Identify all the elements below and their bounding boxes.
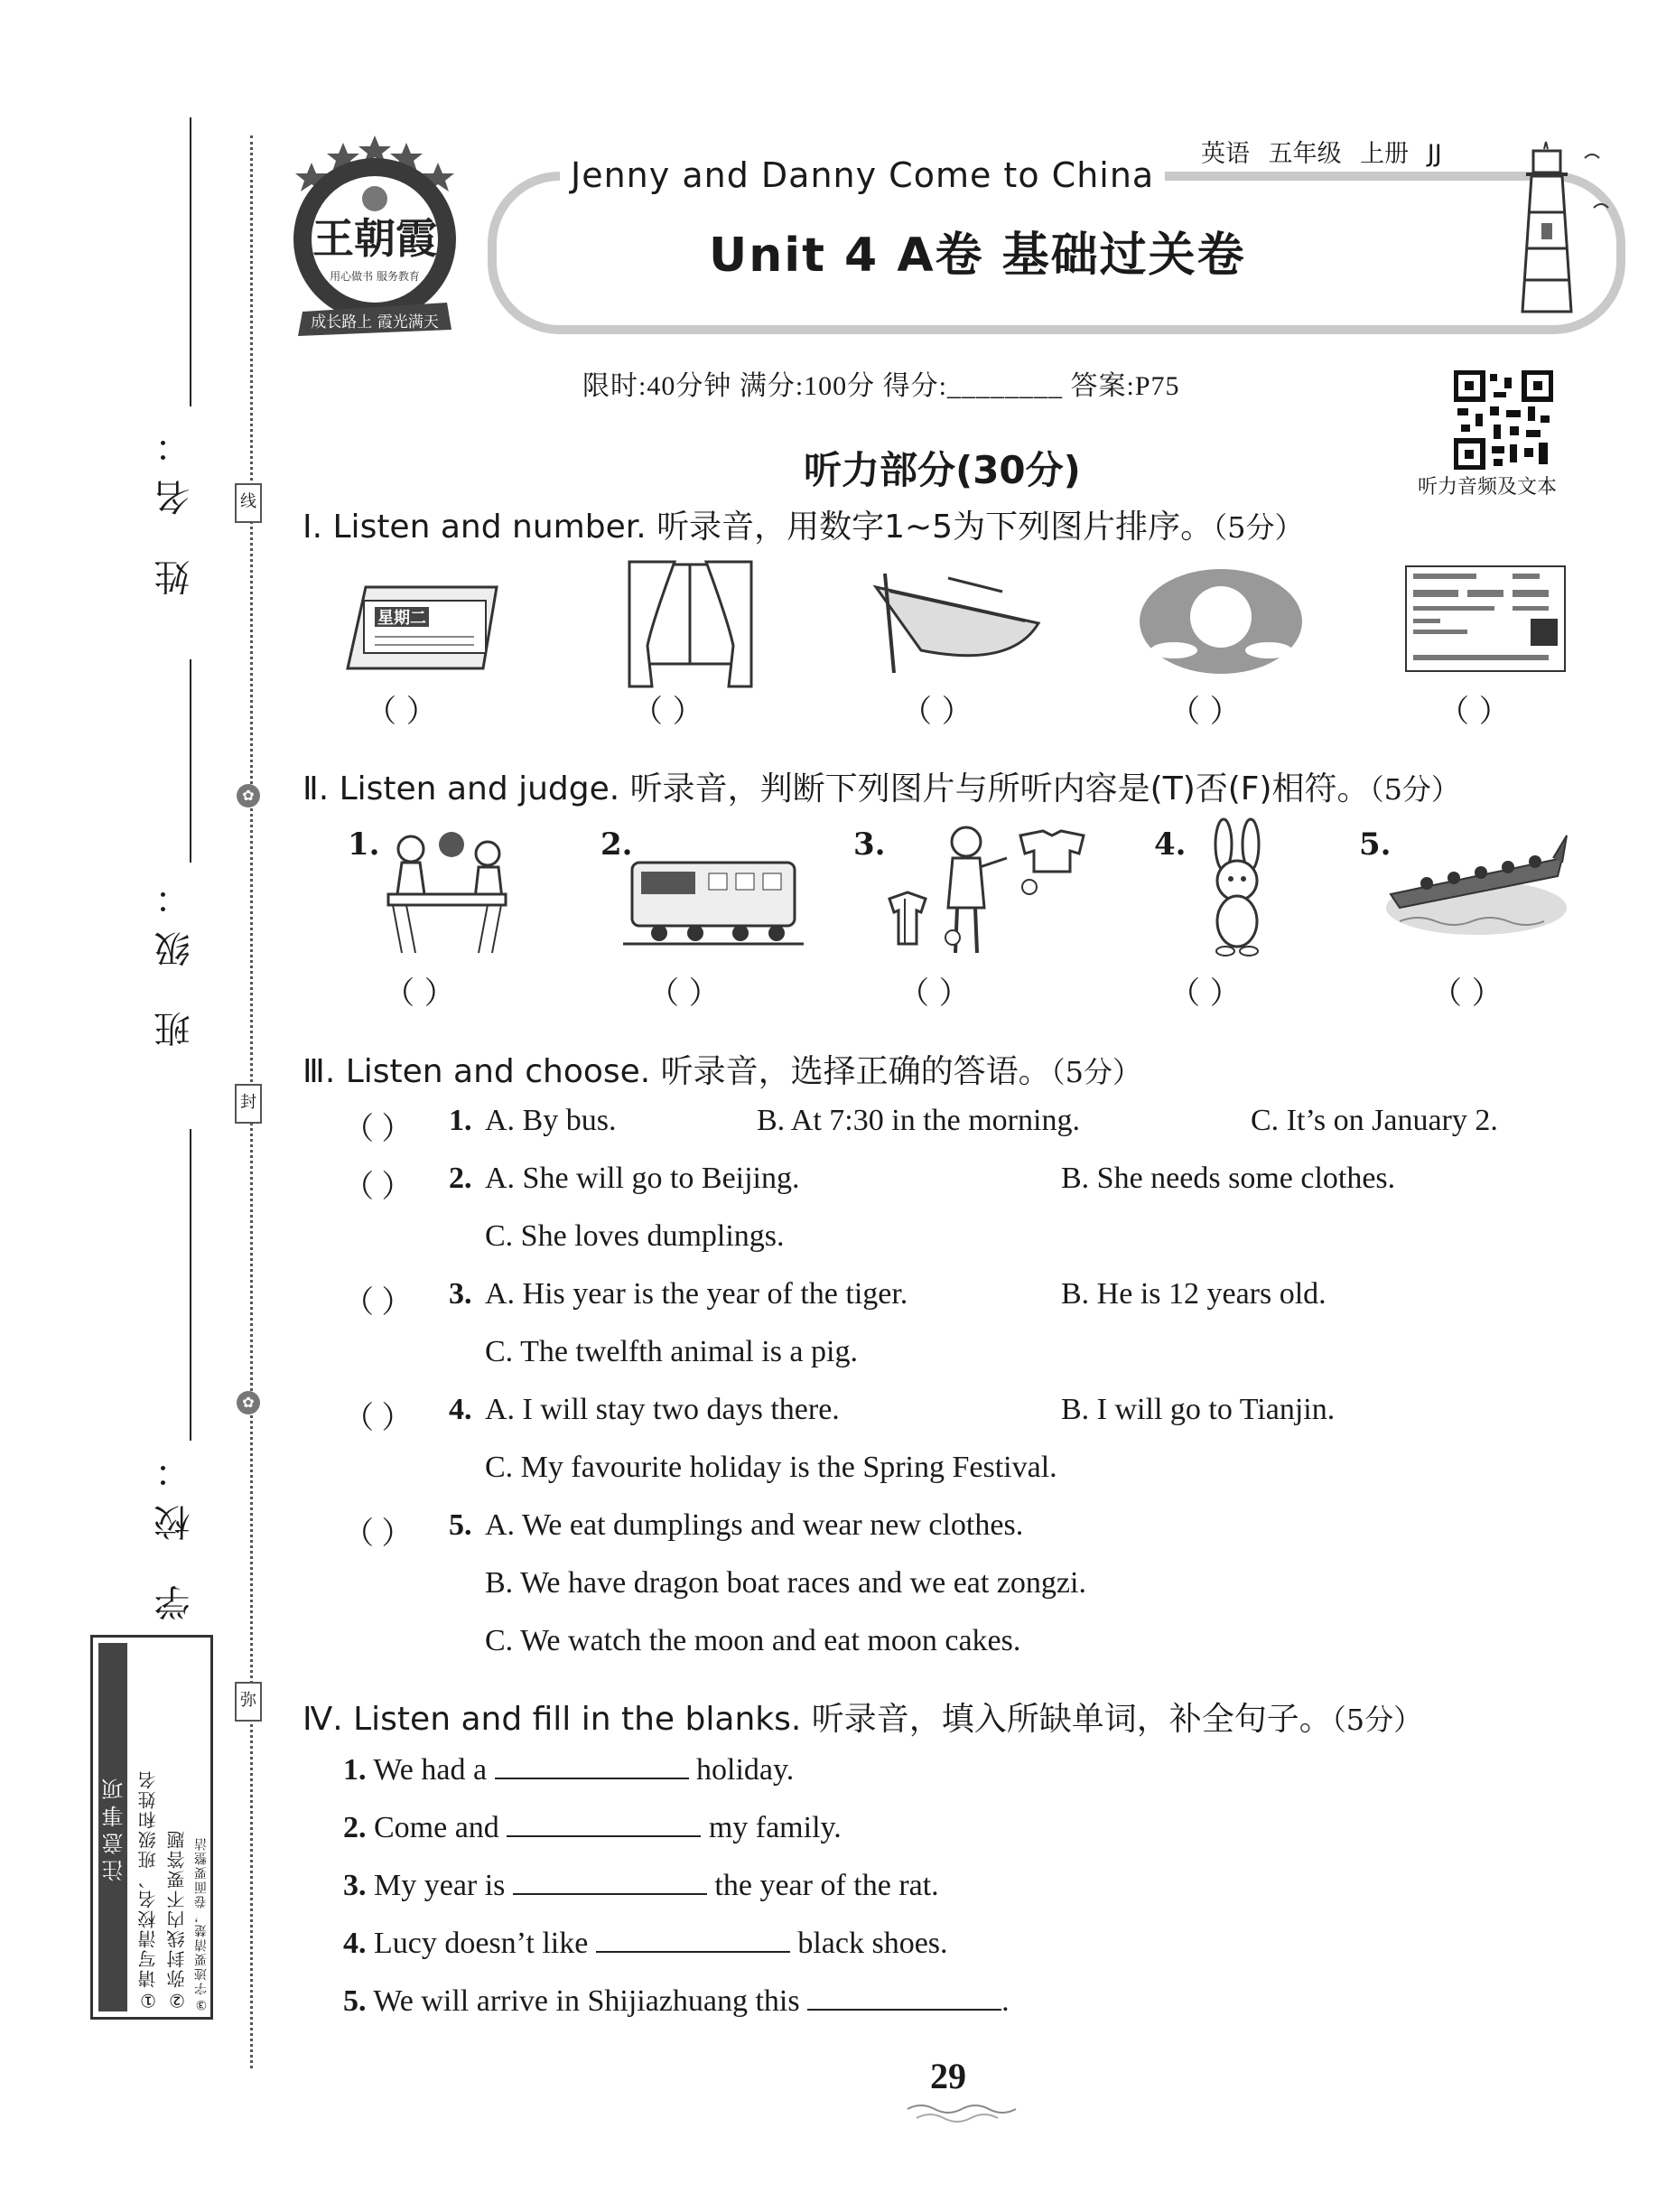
publisher-logo [275, 126, 474, 343]
exam-limits: 限时:40分钟 满分:100分 得分:________ 答案:P75 [582, 371, 1180, 401]
unit-subtitle: Jenny and Danny Come to China [560, 155, 1165, 195]
q3-item-3-paren[interactable]: （ ） [343, 1286, 413, 1320]
q3-item-4-paren[interactable]: （ ） [343, 1402, 413, 1435]
desk-calendar-picture [339, 578, 506, 677]
dragon-boat-race-picture [1382, 822, 1571, 939]
q3-item-5-num: 5. [449, 1508, 472, 1542]
q3-item-2-option-c[interactable]: C. She loves dumplings. [485, 1219, 785, 1253]
q1-answer-4[interactable]: （ ） [1169, 694, 1241, 730]
q3-item-2-paren[interactable]: （ ） [343, 1171, 413, 1204]
q4-title-text: Ⅳ. Listen and fill in the blanks. 听录音，填入所缺单词，补全句子。 [303, 1701, 1332, 1738]
q2-score: （5分） [1369, 772, 1460, 807]
q3-item-1-option-b[interactable]: B. At 7:30 in the morning. [757, 1104, 1080, 1137]
name-field-line[interactable] [190, 117, 191, 406]
seal-seal-tag: 封 [235, 1084, 262, 1124]
q3-item-4-option-c[interactable]: C. My favourite holiday is the Spring Festival. [485, 1451, 1057, 1484]
q3-title-text: Ⅲ. Listen and choose. 听录音，选择正确的答语。 [303, 1053, 1051, 1090]
q1-answer-5[interactable]: （ ） [1438, 694, 1510, 730]
q2-title [303, 763, 1460, 809]
calendar-text: 星期二 [377, 609, 426, 628]
q4-blank-2[interactable] [507, 1808, 701, 1837]
train-picture [623, 845, 804, 953]
moon-night-picture [1138, 567, 1305, 676]
q2-title-text: Ⅱ. Listen and judge. 听录音，判断下列图片与所听内容是(T)否(F)相符。 [303, 770, 1370, 807]
q4-item-5: 5. We will arrive in Shijiazhuang this . [343, 1982, 1010, 2019]
q1-answer-2[interactable]: （ ） [632, 694, 703, 730]
class-label: 班 级： [154, 863, 196, 1048]
q3-item-4-option-b[interactable]: B. I will go to Tianjin. [1061, 1393, 1336, 1426]
lighthouse-icon [1481, 140, 1616, 321]
q2-num-2: 2. [600, 826, 633, 863]
q3-item-4-num: 4. [449, 1393, 472, 1426]
q4-item-3: 3. My year is the year of the rat. [343, 1866, 939, 1903]
q4-blank-3[interactable] [513, 1866, 707, 1895]
grade-info: 英语 五年级 上册 JJ [1201, 140, 1442, 168]
seal-line-tag: 线 [235, 483, 262, 523]
q1-title [303, 501, 1303, 547]
family-dumplings-picture [379, 822, 515, 957]
rabbit-picture [1196, 817, 1278, 957]
window-curtains-picture [625, 560, 756, 691]
q2-num-5: 5. [1359, 826, 1392, 863]
seal-ornament-icon: ✿ [237, 784, 260, 807]
q3-item-3-num: 3. [449, 1277, 472, 1311]
name-label: 姓 名： [154, 411, 196, 596]
q1-title-text: Ⅰ. Listen and number. 听录音，用数字1~5为下列图片排序。 [303, 509, 1214, 546]
q1-score: （5分） [1213, 510, 1304, 545]
q4-score: （5分） [1331, 1703, 1423, 1737]
q4-item-4: 4. Lucy doesn’t like black shoes. [343, 1924, 948, 1961]
q2-num-1: 1. [348, 826, 380, 863]
q4-item-2: 2. Come and my family. [343, 1808, 842, 1845]
unit-title: Unit 4 A卷 基础过关卷 [709, 229, 1246, 283]
notice-item-3: ③字迹要清楚，卷面要整洁 [194, 1836, 209, 2011]
q2-answer-5[interactable]: （ ） [1431, 975, 1503, 1012]
train-ticket-picture [1404, 565, 1567, 673]
q3-item-2-num: 2. [449, 1162, 472, 1195]
q3-item-1-option-c[interactable]: C. It’s on January 2. [1251, 1104, 1498, 1137]
seal-bind-tag: 弥 [235, 1682, 262, 1722]
notice-box [90, 1635, 213, 2020]
qr-label: 听力音频及文本 [1418, 475, 1558, 498]
q3-item-5-paren[interactable]: （ ） [343, 1517, 413, 1551]
q3-item-4-option-a[interactable]: A. I will stay two days there. [485, 1393, 840, 1426]
q3-item-5-option-b[interactable]: B. We have dragon boat races and we eat zongzi. [485, 1566, 1086, 1600]
q3-item-1-option-a[interactable]: A. By bus. [485, 1104, 617, 1137]
school-label: 学 校： [154, 1436, 196, 1621]
q2-answer-2[interactable]: （ ） [648, 975, 720, 1012]
q4-title [303, 1694, 1422, 1740]
school-field-line[interactable] [190, 1129, 191, 1441]
q1-answer-1[interactable]: （ ） [366, 694, 437, 730]
q3-item-2-option-b[interactable]: B. She needs some clothes. [1061, 1162, 1396, 1195]
q2-num-4: 4. [1154, 826, 1187, 863]
rowing-boat-picture [867, 569, 1047, 677]
q4-blank-1[interactable] [495, 1750, 689, 1779]
q3-item-1-paren[interactable]: （ ） [343, 1113, 413, 1146]
q3-item-3-option-b[interactable]: B. He is 12 years old. [1061, 1277, 1327, 1311]
q2-num-3: 3. [853, 826, 886, 863]
page-number: 29 [930, 2056, 966, 2096]
q4-blank-4[interactable] [596, 1924, 790, 1953]
q3-item-3-option-c[interactable]: C. The twelfth animal is a pig. [485, 1335, 858, 1368]
notice-item-2: ②弥封线内不要答题 [166, 1829, 188, 2011]
page-wave-ornament [903, 2100, 1020, 2127]
logo-name: 王朝霞 [312, 214, 437, 263]
q3-item-5-option-a[interactable]: A. We eat dumplings and wear new clothes. [485, 1508, 1024, 1542]
q2-answer-4[interactable]: （ ） [1169, 975, 1241, 1012]
q3-item-5-option-c[interactable]: C. We watch the moon and eat moon cakes. [485, 1624, 1021, 1657]
q3-score: （5分） [1050, 1055, 1142, 1089]
qr-code-icon[interactable] [1454, 370, 1553, 470]
notice-item-1: ①请写清校名、班级和姓名 [137, 1769, 159, 2011]
q2-answer-3[interactable]: （ ） [898, 975, 970, 1012]
q3-item-2-option-a[interactable]: A. She will go to Beijing. [485, 1162, 800, 1195]
logo-ribbon: 成长路上 霞光满天 [311, 313, 439, 331]
q4-item-1: 1. We had a holiday. [343, 1750, 794, 1787]
section-title: 听力部分(30分) [804, 448, 1081, 492]
q3-item-3-option-a[interactable]: A. His year is the year of the tiger. [485, 1277, 908, 1311]
q4-blank-5[interactable] [807, 1982, 1001, 2011]
logo-slogan: 用心做书 服务教育 [330, 270, 420, 283]
q3-item-1-num: 1. [449, 1104, 472, 1137]
class-field-line[interactable] [190, 659, 191, 863]
boy-clothes-picture [885, 822, 1102, 957]
q3-title [303, 1046, 1141, 1092]
q2-answer-1[interactable]: （ ） [384, 975, 455, 1012]
seal-ornament-icon: ✿ [237, 1391, 260, 1414]
notice-heading: 注意事项 [98, 1643, 127, 2011]
q1-answer-3[interactable]: （ ） [901, 694, 973, 730]
